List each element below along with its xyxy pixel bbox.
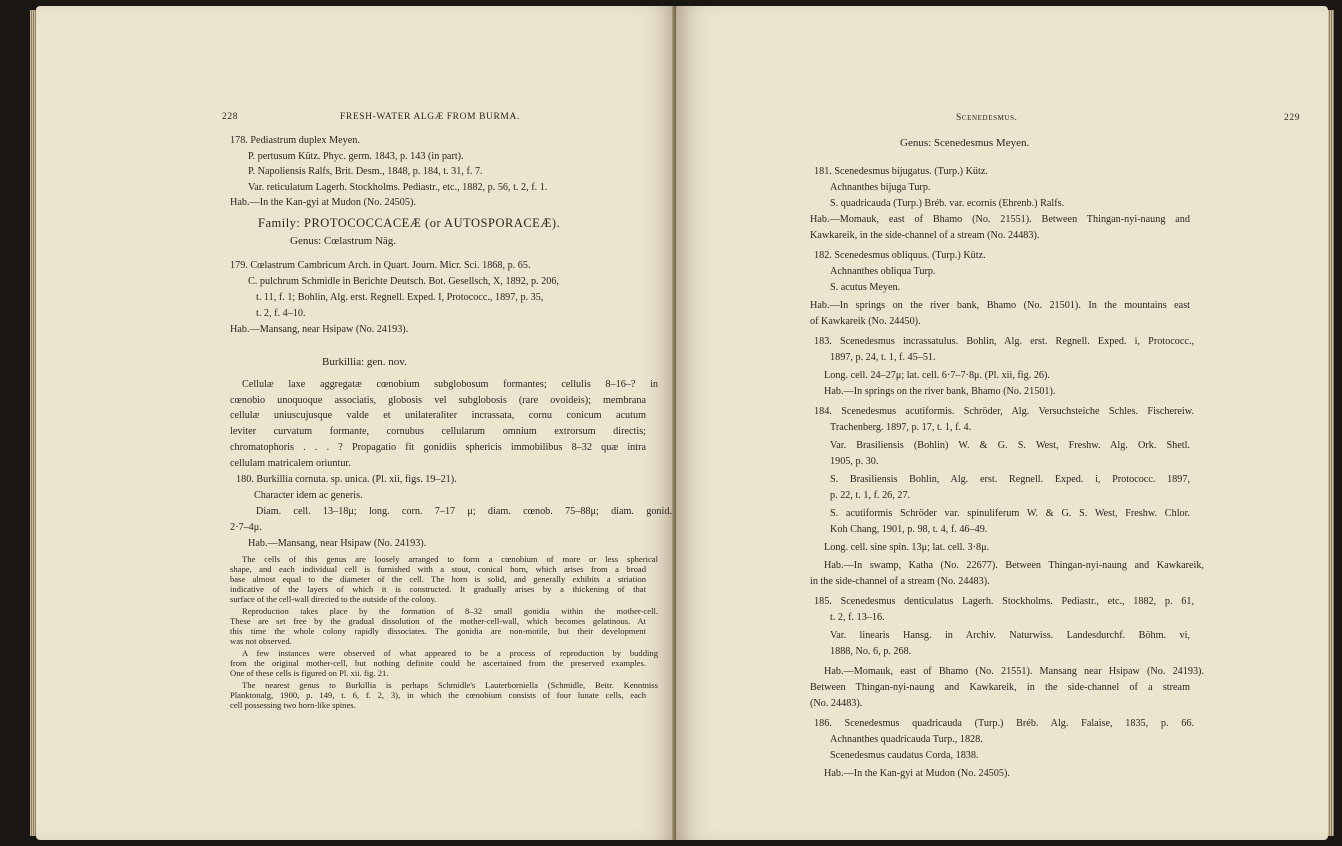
left-text-line: 2·7–4μ. bbox=[230, 522, 262, 533]
right-text-line: Achnanthes obliqua Turp. bbox=[830, 266, 936, 277]
right-text-line: Trachenberg. 1897, p. 17, t. 1, f. 4. bbox=[830, 422, 972, 433]
right-text-line: 1897, p. 24, t. 1, f. 45–51. bbox=[830, 352, 936, 363]
left-text-line: indicative of the layers of which it is constructed. It gradually arises by a thickening of that bbox=[230, 584, 646, 594]
right-text-line: Var. Brasiliensis (Bohlin) W. & G. S. West, Freshw. Alg. Ork. Shetl. bbox=[830, 440, 1190, 451]
right-text-line: Genus: Scenedesmus Meyen. bbox=[900, 137, 1030, 149]
right-page bbox=[676, 6, 1328, 840]
left-text-line: P. Napoliensis Ralfs, Brit. Desm., 1848, p. 184, t. 31, f. 7. bbox=[248, 166, 483, 177]
left-page bbox=[36, 6, 676, 840]
left-text-line: cellulam matricalem oriuntur. bbox=[230, 458, 351, 469]
left-text-line: Character idem ac generis. bbox=[254, 490, 363, 501]
right-text-line: of Kawkareik (No. 24450). bbox=[810, 316, 921, 327]
left-text-line: cœnobio unoquoque associatis, globosis vel subglobosis (rare ovoideis); membrana bbox=[230, 395, 646, 406]
right-text-line: 1905, p. 30. bbox=[830, 456, 879, 467]
left-text-line: 178. Pediastrum duplex Meyen. bbox=[230, 135, 360, 146]
left-text-line: surface of the cell-wall directed to the outside of the colony. bbox=[230, 594, 437, 604]
left-text-line: These are set free by the gradual dissolution of the mother-cell-wall, which becomes gelatinous. At bbox=[230, 616, 646, 626]
right-text-line: Hab.—In springs on the river bank, Bhamo (No. 21501). bbox=[824, 386, 1056, 397]
right-text-line: Kawkareik, in the side-channel of a stream (No. 24483). bbox=[810, 230, 1040, 241]
right-text-line: S. quadricauda (Turp.) Bréb. var. ecornis (Ehrenb.) Ralfs. bbox=[830, 198, 1065, 209]
right-text-line: Hab.—In swamp, Katha (No. 22677). Between Thingan-nyi-naung and Kawkareik, bbox=[824, 560, 1204, 571]
left-text-line: cell possessing two horn-like spines. bbox=[230, 700, 356, 710]
right-text-line: Long. cell. sine spin. 13μ; lat. cell. 3·8μ. bbox=[824, 542, 990, 553]
left-text-line: The nearest genus to Burkillia is perhaps Schmidle's Lauterborniella (Schmidle, Beitr. Kenntniss bbox=[242, 680, 658, 690]
right-text-line: p. 22, t. 1, f. 26, 27. bbox=[830, 490, 911, 501]
right-text-line: S. acutus Meyen. bbox=[830, 282, 901, 293]
page-edges-right bbox=[1328, 10, 1334, 836]
left-text-line: t. 2, f. 4–10. bbox=[256, 308, 306, 319]
right-text-line: Hab.—Momauk, east of Bhamo (No. 21551). Mansang near Hsipaw (No. 24193). bbox=[824, 666, 1204, 677]
right-text-line: in the side-channel of a stream (No. 24483). bbox=[810, 576, 990, 587]
right-text-line: 182. Scenedesmus obliquus. (Turp.) Kütz. bbox=[814, 250, 986, 261]
page-number: 229 bbox=[1284, 113, 1301, 123]
left-text-line: Var. reticulatum Lagerh. Stockholms. Pediastr., etc., 1882, p. 56, t. 2, f. 1. bbox=[248, 182, 548, 193]
left-text-line: leviter curvatum formante, cornubus cellularum omnium extrorsum directis; bbox=[230, 426, 646, 437]
right-text-line: Achnanthes bijuga Turp. bbox=[830, 182, 931, 193]
right-text-line: Hab.—In springs on the river bank, Bhamo (No. 21501). In the mountains east bbox=[810, 300, 1190, 311]
left-text-line: Hab.—In the Kan-gyi at Mudon (No. 24505). bbox=[230, 197, 416, 208]
left-text-line: One of these cells is figured on Pl. xii. fig. 21. bbox=[230, 668, 389, 678]
right-text-line: Var. linearis Hansg. in Archiv. Naturwiss. Landesdurchf. Böhm. vi, bbox=[830, 630, 1190, 641]
right-text-line: Achnanthes quadricauda Turp., 1828. bbox=[830, 734, 983, 745]
left-text-line: The cells of this genus are loosely arranged to form a cœnobium of more or less spherical bbox=[242, 554, 658, 564]
left-text-line: base almost equal to the diameter of the cell. The horn is solid, and generally exhibits a striation bbox=[230, 574, 646, 584]
left-text-line: Diam. cell. 13–18μ; long. corn. 7–17 μ; diam. cœnob. 75–88μ; diam. gonid. bbox=[256, 506, 672, 517]
right-text-line: Long. cell. 24–27μ; lat. cell. 6·7–7·8μ. (Pl. xii, fig. 26). bbox=[824, 370, 1050, 381]
left-text-line: cellulæ uniuscujusque valde et unilateraliter incrassata, cornu conicum acutum bbox=[230, 410, 646, 421]
left-text-line: C. pulchrum Schmidle in Berichte Deutsch. Bot. Gesellsch, X, 1892, p. 206, bbox=[248, 276, 559, 287]
left-text-line: Family: PROTOCOCCACEÆ (or AUTOSPORACEÆ). bbox=[258, 216, 561, 230]
right-text-line: S. acutiformis Schröder var. spinuliferum W. & G. S. West, Freshw. Chlor. bbox=[830, 508, 1190, 519]
left-text-line: shape, and each individual cell is furnished with a stout, conical horn, which arises from a broad bbox=[230, 564, 646, 574]
right-text-line: 184. Scenedesmus acutiformis. Schröder, Alg. Versuchsteiche Schles. Fischereiw. bbox=[814, 406, 1194, 417]
right-text-line: S. Brasiliensis Bohlin, Alg. erst. Regnell. Exped. i, Protococc. 1897, bbox=[830, 474, 1190, 485]
right-text-line: Hab.—Momauk, east of Bhamo (No. 21551). Between Thingan-nyi-naung and bbox=[810, 214, 1190, 225]
left-text-line: A few instances were observed of what appeared to be a process of reproduction by budding bbox=[242, 648, 658, 658]
left-text-line: Hab.—Mansang, near Hsipaw (No. 24193). bbox=[230, 324, 409, 335]
right-text-line: 181. Scenedesmus bijugatus. (Turp.) Kütz. bbox=[814, 166, 988, 177]
running-head: Scenedesmus. bbox=[956, 113, 1018, 123]
right-text-line: Koh Chang, 1901, p. 98, t. 4, f. 46–49. bbox=[830, 524, 988, 535]
left-text-line: Burkillia: gen. nov. bbox=[322, 356, 407, 368]
left-text-line: from the original mother-cell, but nothing definite could be ascertained from the preserved examples. bbox=[230, 658, 646, 668]
right-text-line: (No. 24483). bbox=[810, 698, 863, 709]
running-head: FRESH-WATER ALGÆ FROM BURMA. bbox=[340, 112, 520, 122]
left-text-line: chromatophoris . . . ? Propagatio fit gonidiis sphericis immobilibus 8–32 quæ intra bbox=[230, 442, 646, 453]
left-text-line: Reproduction takes place by the formation of 8–32 small gonidia within the mother-cell. bbox=[242, 606, 658, 616]
right-text-line: 186. Scenedesmus quadricauda (Turp.) Bréb. Alg. Falaise, 1835, p. 66. bbox=[814, 718, 1194, 729]
right-text-line: 185. Scenedesmus denticulatus Lagerh. Stockholms. Pediastr., etc., 1882, p. 61, bbox=[814, 596, 1194, 607]
left-text-line: was not observed. bbox=[230, 636, 292, 646]
right-text-line: Between Thingan-nyi-naung and Kawkareik, in the side-channel of a stream bbox=[810, 682, 1190, 693]
right-text-line: Hab.—In the Kan-gyi at Mudon (No. 24505). bbox=[824, 768, 1010, 779]
left-text-line: Genus: Cœlastrum Näg. bbox=[290, 235, 397, 247]
left-text-line: Hab.—Mansang, near Hsipaw (No. 24193). bbox=[248, 538, 427, 549]
right-text-line: Scenedesmus caudatus Corda, 1838. bbox=[830, 750, 979, 761]
left-text-line: this time the whole colony rapidly dissociates. The gonidia are non-motile, but their development bbox=[230, 626, 646, 636]
right-text-line: t. 2, f. 13–16. bbox=[830, 612, 885, 623]
left-text-line: Planktonalg, 1900, p. 149, t. 6, f. 2, 3), in which the cœnobium consists of four lunate cells, each bbox=[230, 690, 646, 700]
page-number: 228 bbox=[222, 112, 239, 122]
left-text-line: 180. Burkillia cornuta. sp. unica. (Pl. xii, figs. 19–21). bbox=[236, 474, 457, 485]
right-text-line: 1888, No. 6, p. 268. bbox=[830, 646, 912, 657]
right-text-line: 183. Scenedesmus incrassatulus. Bohlin, Alg. erst. Regnell. Exped. i, Protococc., bbox=[814, 336, 1194, 347]
left-text-line: 179. Cœlastrum Cambricum Arch. in Quart. Journ. Micr. Sci. 1868, p. 65. bbox=[230, 260, 531, 271]
left-text-line: Cellulæ laxe aggregatæ cœnobium subglobosum formantes; cellulis 8–16–? in bbox=[242, 379, 658, 390]
left-text-line: t. 11, f. 1; Bohlin, Alg. erst. Regnell. Exped. I, Protococc., 1897, p. 35, bbox=[256, 292, 544, 303]
left-text-line: P. pertusum Kütz. Phyc. germ. 1843, p. 143 (in part). bbox=[248, 151, 464, 162]
